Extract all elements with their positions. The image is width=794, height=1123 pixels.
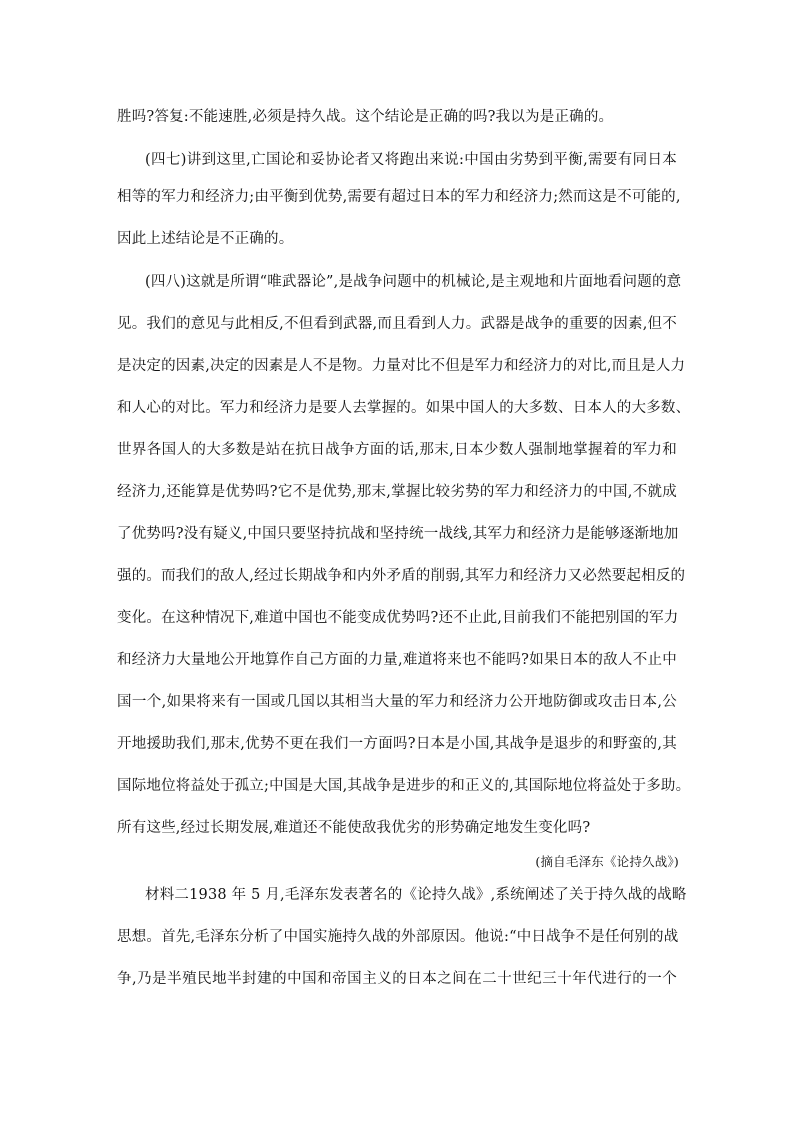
paragraph-line: 材料二1938 年 5 月,毛泽东发表著名的《论持久战》,系统阐述了关于持久战的战略 (145, 887, 687, 903)
paragraph-line: 是决定的因素,决定的因素是人不是物。力量对比不但是军力和经济力的对比,而且是人力 (117, 358, 686, 374)
paragraph-line: 开地援助我们,那末,优势不更在我们一方面吗?日本是小国,其战争是退步的和野蛮的,其 (117, 736, 677, 752)
paragraph-line: 强的。而我们的敌人,经过长期战争和内外矛盾的削弱,其军力和经济力又必然要起相反的 (117, 568, 686, 584)
paragraph-line: 胜吗?答复:不能速胜,必须是持久战。这个结论是正确的吗?我以为是正确的。 (117, 109, 614, 125)
paragraph-line: 国际地位将益处于孤立;中国是大国,其战争是进步的和正义的,其国际地位将益处于多助。 (117, 778, 691, 794)
paragraph-line: 所有这些,经过长期发展,难道还不能使敌我优劣的形势确定地发生变化吗? (117, 820, 591, 836)
paragraph-line: 思想。首先,毛泽东分析了中国实施持久战的外部原因。他说:“中日战争不是任何别的战 (117, 929, 679, 945)
paragraph-line: (四八)这就是所谓“唯武器论”,是战争问题中的机械论,是主观地和片面地看问题的意 (145, 274, 682, 290)
paragraph-line: 因此上述结论是不正确的。 (117, 231, 294, 247)
paragraph-line: 见。我们的意见与此相反,不但看到武器,而且看到人力。武器是战争的重要的因素,但不 (117, 316, 677, 332)
paragraph-line: 争,乃是半殖民地半封建的中国和帝国主义的日本之间在二十世纪三十年代进行的一个 (117, 971, 677, 987)
paragraph-line: 世界各国人的大多数是站在抗日战争方面的话,那末,日本少数人强制地掌握着的军力和 (117, 442, 677, 458)
paragraph-line: 经济力,还能算是优势吗?它不是优势,那末,掌握比较劣势的军力和经济力的中国,不就成 (117, 484, 677, 500)
source-citation: (摘自毛泽东《论持久战》) (535, 854, 679, 869)
paragraph-line: 相等的军力和经济力;由平衡到优势,需要有超过日本的军力和经济力;然而这是不可能的, (117, 189, 681, 205)
paragraph-line: 了优势吗?没有疑义,中国只要坚持抗战和坚持统一战线,其军力和经济力是能够逐渐地加 (117, 526, 679, 542)
paragraph-line: 国一个,如果将来有一国或几国以其相当大量的军力和经济力公开地防御或攻击日本,公 (117, 694, 677, 710)
paragraph-line: 和人心的对比。军力和经济力是要人去掌握的。如果中国人的大多数、日本人的大多数、 (117, 400, 691, 416)
paragraph-line: 变化。在这种情况下,难道中国也不能变成优势吗?还不止此,目前我们不能把别国的军力 (117, 610, 679, 626)
paragraph-line: 和经济力大量地公开地算作自己方面的力量,难道将来也不能吗?如果日本的敌人不止中 (117, 652, 677, 668)
paragraph-line: (四七)讲到这里,亡国论和妥协论者又将跑出来说:中国由劣势到平衡,需要有同日本 (145, 152, 677, 168)
